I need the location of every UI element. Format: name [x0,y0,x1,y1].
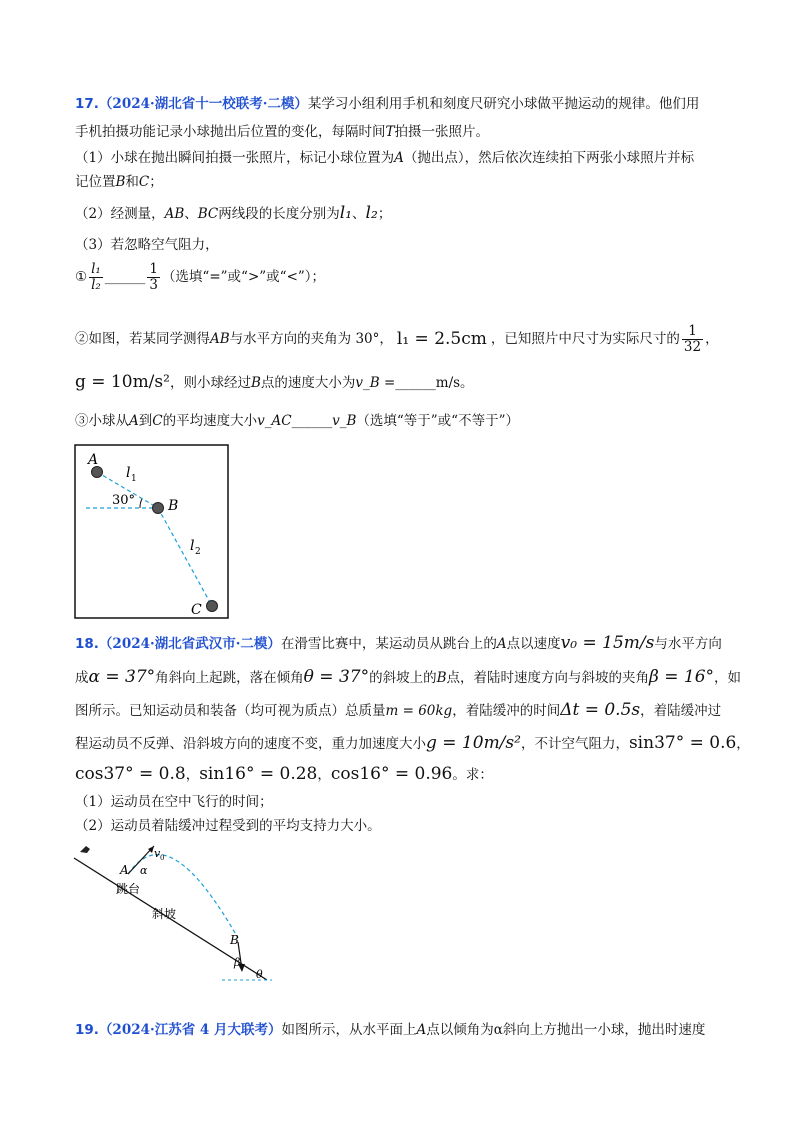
q17-answer-blank-3[interactable]: ______ [291,413,333,429]
q18-dt-value: Δt = 0.5s [560,700,641,720]
q19-line-1 [75,1020,705,1040]
q18-label-B: B [230,933,239,947]
q17-label-A: A [88,452,99,468]
q18-text-3a: 图所示。已知运动员和装备（均可视为质点）总质量 [75,703,386,719]
q17-label-l2-sub: 2 [195,547,201,557]
q17-var-T: T [385,124,395,140]
q17-part-3-text: （3）若忽略空气阻力， [75,237,219,253]
q17-part-2-sep2: 、 [352,206,366,222]
q18-text-2a: 成 [75,670,89,686]
q18-label-A: A [120,863,129,877]
q18-label-alpha: α [140,864,148,877]
q18-cos16-value: cos16° = 0.96 [330,764,453,784]
q17-var-C: C [138,174,150,190]
q17-sub-2-angle-text: 与水平方向的夹角为 30°， [229,331,393,347]
q17-ball-C [207,601,218,612]
q17-stem-1: 某学习小组利用手机和刻度尺研究小球做平抛运动的规律。他们用 [307,96,700,112]
q17-stem-2: 手机拍摄功能记录小球抛出后位置的变化，每隔时间 [75,124,386,140]
q17-ratio-fraction [89,262,103,293]
q17-stem-2b: 拍摄一张照片。 [394,124,490,140]
q18-text-2d: 点，着陆时速度方向与斜坡的夹角 [446,670,650,686]
q17-part-2-text-c: 两线段的长度分别为 [218,206,340,222]
q17-part-1-cont [75,172,163,192]
q17-one-third-fraction [147,262,160,293]
q18-theta-value: θ = 37° [303,667,370,687]
q18-source: （2024·湖北省武汉市·二模） [98,636,281,652]
q17-l2: l₂ [365,203,378,223]
q17-l1: l₁ [339,203,353,223]
q17-vAC-symbol: v_AC [257,413,292,429]
q17-answer-blank-2[interactable]: ______ [395,375,436,391]
q18-line-3 [75,700,721,721]
q17-scale-den: 32 [683,339,702,355]
q17-seg-AB: AB [164,206,185,222]
q17-scale-num: 1 [682,324,703,340]
q18-mass-value: m = 60kg [385,703,453,719]
q17-sub-1-hint: （选填“=”或“>”或“<”）； [161,269,326,285]
q18-ask-1-text: （1）运动员在空中飞行的时间； [75,794,273,810]
q18-text-3c: ，着陆缓冲过 [640,703,722,719]
q17-vB-symbol: v_B = [355,375,396,391]
q17-sub-2-unit: m/s。 [435,375,474,391]
q17-ratio-num: l₁ [91,261,101,277]
q17-angle-arc [140,499,142,508]
q17-sub-2 [75,324,719,355]
q17-var-B: B [115,174,126,190]
q18-cos37-value: cos37° = 0.8 [75,764,186,784]
q17-one-third-den: 3 [149,277,158,293]
q18-text-1c: 与水平方向 [654,636,722,652]
q17-sub-3-A: A [129,413,139,429]
skier-icon [80,846,90,853]
q17-number: 17. [75,96,99,112]
q18-line-1 [75,633,722,654]
q17-part-1 [75,148,694,168]
q19-text-a: 如图所示，从水平面上 [281,1022,417,1038]
q17-seg-BC: BC [197,206,219,222]
q18-label-v0-sub: 0 [160,854,165,862]
q18-g-value: g = 10m/s² [426,733,521,753]
q17-sub-2-AB: AB [210,331,230,347]
q17-part-3 [75,235,219,255]
q17-part-2-sep: 、 [184,206,198,222]
q17-sub-3-text-c: 的平均速度大小 [162,413,258,429]
q18-label-platform: 跳台 [116,882,141,896]
q18-line-2 [75,667,741,688]
q17-sub-3-hint: （选填“等于”或“不等于”） [356,413,519,429]
q18-ask-2 [75,816,381,836]
q18-var-A: A [496,636,507,652]
q17-sub-2-text-f: 点的速度大小为 [260,375,356,391]
q17-sub-2-scale-text: ，已知照片中尺寸为实际尺寸的 [490,331,680,347]
q17-vB-symbol-2: v_B [332,413,357,429]
q18-label-theta: θ [256,968,263,981]
q19-source: （2024·江苏省 4 月大联考） [98,1022,282,1038]
q18-text-5c: 。求： [452,767,493,783]
q17-answer-blank-1[interactable]: ______ [104,269,146,285]
q18-label-beta: β [234,956,241,969]
q17-label-l1: l [126,465,131,481]
q17-sub-3 [75,411,519,431]
q19-text-b: 点以倾角为α斜向上方抛出一小球，抛出时速度 [426,1022,706,1038]
q18-text-3b: ，着陆缓冲的时间 [452,703,561,719]
q18-line-5 [75,764,493,785]
q18-text-5b: ， [317,767,331,783]
q17-ratio-den: l₂ [91,277,101,293]
q17-part-1-text: （1）小球在抛出瞬间拍摄一张照片，标记小球位置为 [75,150,395,166]
q18-ask-1 [75,792,273,812]
q17-part-2 [75,203,391,224]
q17-label-l1-sub: 1 [131,474,137,484]
q18-text-4c: ， [736,736,750,752]
q18-text-2b: 角斜向上起跳，落在倾角 [155,670,304,686]
q17-line-1 [75,94,699,114]
q17-source: （2024·湖北省十一校联考·二模） [98,96,308,112]
q18-sin37-value: sin37° = 0.6 [628,733,737,753]
q17-var-A: A [394,150,404,166]
q17-line-2 [75,122,489,142]
q18-label-slope: 斜坡 [152,907,177,921]
q17-sub-3-to: 到 [138,413,153,429]
q17-one-third-num: 1 [149,261,158,277]
q17-label-C: C [191,602,202,618]
q18-ask-2-text: （2）运动员着陆缓冲过程受到的平均支持力大小。 [75,818,381,834]
q17-sub-1-mark: ① [75,269,88,285]
q18-text-5a: ， [185,767,200,783]
q17-l1-value: l₁ = 2.5cm [396,329,487,349]
q17-sub-2-B: B [250,375,261,391]
q17-label-B: B [168,498,179,514]
q17-part-1-text-c: 记位置 [75,174,116,190]
q17-sub-2-cont [75,372,474,393]
q17-sub-2-text: ②如图，若某同学测得 [75,331,210,347]
q18-alpha-value: α = 37° [88,667,156,687]
q18-sin16-value: sin16° = 0.28 [199,764,318,784]
q18-v0-value: v₀ = 15m/s [560,633,655,653]
q17-sub-2-comma: ， [705,331,719,347]
q18-line-4 [75,733,750,754]
q17-part-1-text-d: 和 [125,174,139,190]
q17-segment-l2 [158,508,212,606]
q18-label-v0: v [154,847,161,860]
q17-part-1-text-b: （抛出点），然后依次连续拍下两张小球照片并标 [403,150,695,166]
q17-part-2-text: （2）经测量， [75,206,165,222]
q18-text-2e: ，如 [714,670,742,686]
q18-text-2c: 的斜坡上的 [369,670,437,686]
q18-number: 18. [75,636,99,652]
q18-beta-value: β = 16° [649,667,715,687]
q17-sub-2-text-e: ，则小球经过 [169,375,251,391]
q17-sub-3-text: ③小球从 [75,413,129,429]
q18-figure [72,838,282,988]
q17-figure [74,444,230,620]
q18-var-B: B [436,670,447,686]
q19-number: 19. [75,1022,99,1038]
q17-label-l2: l [190,538,195,554]
q18-text-4a: 程运动员不反弹、沿斜坡方向的速度不变，重力加速度大小 [75,736,426,752]
q17-ball-A [92,467,103,478]
q18-text-1b: 点以速度 [506,636,561,652]
q17-part-2-end: ； [377,206,392,222]
q17-sub-3-C: C [152,413,163,429]
q17-label-angle: 30° [112,493,136,508]
q19-var-A: A [416,1022,427,1038]
q17-g-value: g = 10m/s² [75,372,170,392]
q17-ball-B [153,503,164,514]
q18-text-4b: ，不计空气阻力， [520,736,629,752]
q18-text-1a: 在滑雪比赛中，某运动员从跳台上的 [280,636,497,652]
q17-part-1-text-e: ； [149,174,163,190]
q17-sub-1 [75,262,325,293]
q17-scale-fraction [682,324,703,355]
